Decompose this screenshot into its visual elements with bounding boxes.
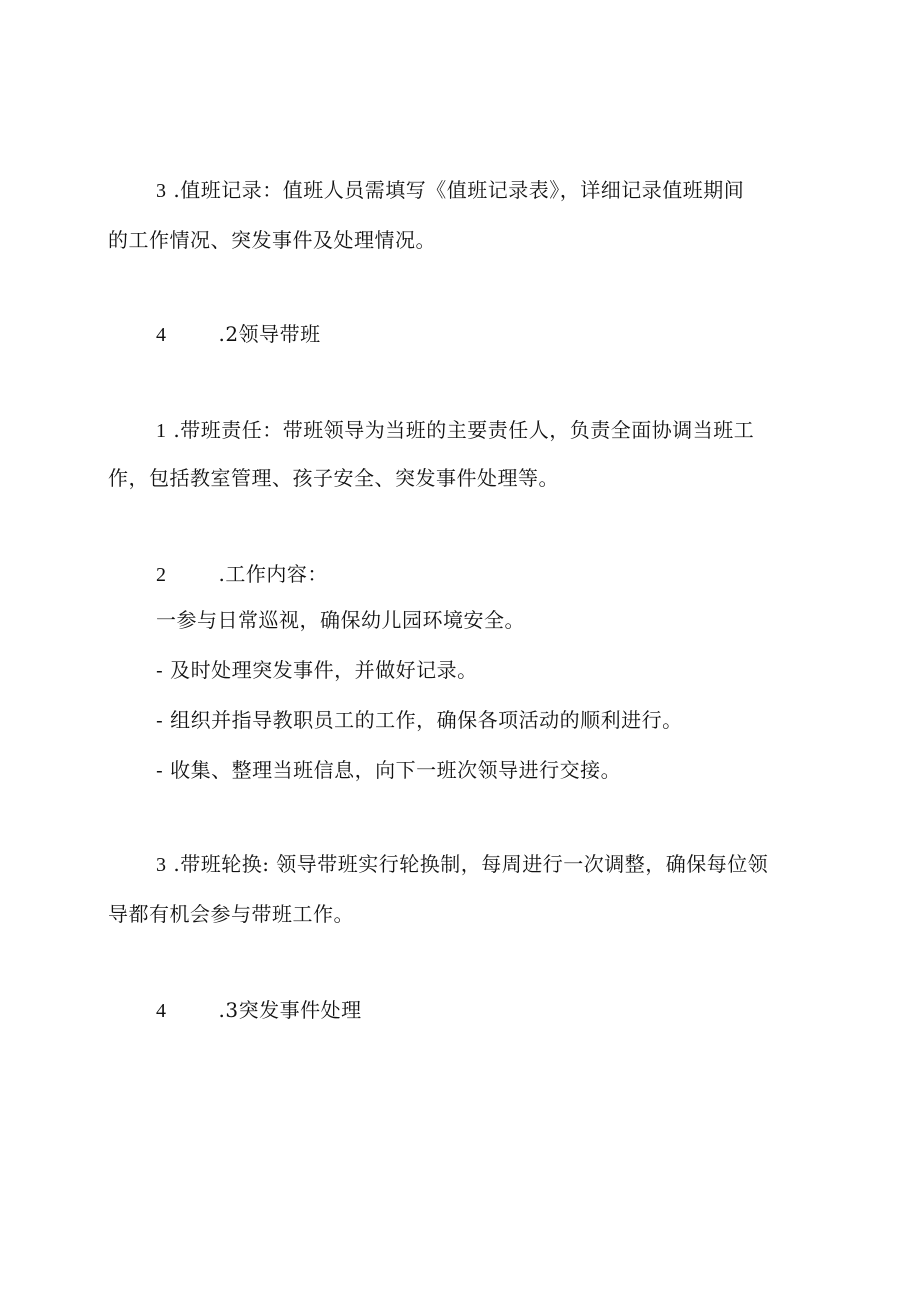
section-heading-4-2-number: 4 — [156, 324, 167, 346]
duty-paragraph-line-2: 作，包括教室管理、孩子安全、突发事件处理等。 — [108, 466, 559, 490]
rotate-paragraph-text: .带班轮换: 领导带班实行轮换制，每周进行一次调整，确保每位领 — [173, 852, 769, 876]
record-paragraph-line-2: 的工作情况、突发事件及处理情况。 — [108, 228, 436, 252]
section-heading-4-2-text: .2领导带班 — [218, 322, 321, 346]
section-heading-4-3-text: .3突发事件处理 — [218, 998, 362, 1022]
record-paragraph-text: .值班记录：值班人员需填写《值班记录表》，详细记录值班期间 — [173, 178, 745, 202]
work-content-number: 2 — [156, 564, 167, 586]
section-heading-4-3 — [156, 996, 362, 1025]
work-list-item: - 收集、整理当班信息，向下一班次领导进行交接。 — [156, 758, 622, 782]
duty-paragraph-line-1 — [156, 416, 754, 445]
section-heading-4-3-number: 4 — [156, 1000, 167, 1022]
work-list-item: - 组织并指导教职员工的工作，确保各项活动的顺利进行。 — [156, 708, 683, 732]
duty-paragraph-number: 1 — [156, 420, 167, 442]
record-paragraph-line-1 — [156, 176, 744, 205]
rotate-paragraph-line-2: 导都有机会参与带班工作。 — [108, 902, 354, 926]
work-content-heading — [156, 560, 328, 589]
rotate-paragraph-line-1 — [156, 850, 768, 879]
rotate-paragraph-number: 3 — [156, 854, 167, 876]
section-heading-4-2 — [156, 320, 321, 349]
work-content-text: .工作内容： — [218, 562, 328, 586]
work-list-item: - 及时处理突发事件，并做好记录。 — [156, 658, 478, 682]
record-paragraph-number: 3 — [156, 180, 167, 202]
duty-paragraph-text: .带班责任：带班领导为当班的主要责任人，负责全面协调当班工 — [173, 418, 755, 442]
work-list-item: 一参与日常巡视，确保幼儿园环境安全。 — [156, 608, 525, 632]
